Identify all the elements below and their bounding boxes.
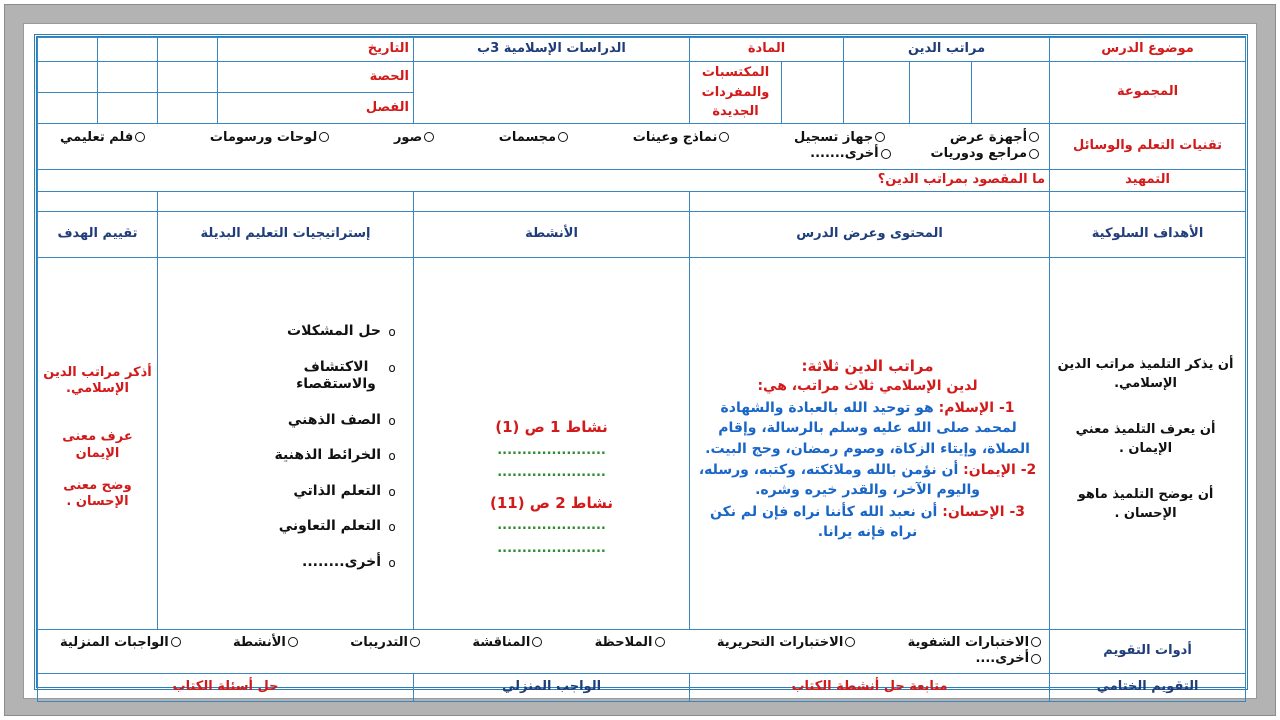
media-row-1 — [44, 130, 1043, 146]
tools-label: أدوات التقويم — [1050, 629, 1246, 673]
media-option[interactable]: أخرى....... — [810, 146, 890, 162]
acquired-label: المكتسبات والمفردات الجديدة — [690, 62, 782, 124]
homework-label: الواجب المنزلي — [414, 673, 690, 701]
item-text: أن نؤمن بالله وملائكته، وكتبه، ورسله، واليوم الآخر، والقدر خيره وشره. — [698, 461, 980, 499]
class-cell-3[interactable] — [38, 92, 98, 123]
content-item — [698, 502, 1037, 543]
radio-circle-icon — [410, 637, 420, 647]
strategies-header: إستراتيجيات التعليم البديلة — [158, 211, 414, 257]
bullet-circle-icon: ο — [388, 360, 396, 375]
item-text: أن نعبد الله كأننا نراه فإن لم نكن نراه فإنه يرانا. — [710, 503, 938, 540]
radio-circle-icon — [135, 132, 145, 142]
answer-dots[interactable]: ...................... — [497, 443, 606, 458]
activity-1: نشاط 1 ص (1) — [495, 418, 608, 437]
goal-item: أن يذكر التلميذ مراتب الدين الإسلامي. — [1057, 356, 1234, 391]
content-subtitle: لدين الإسلامي ثلاث مراتب، هي: — [757, 377, 978, 394]
radio-circle-icon — [845, 637, 855, 647]
spacer-cell — [1050, 191, 1246, 211]
tools-options — [38, 629, 1050, 673]
radio-circle-icon — [319, 132, 329, 142]
goal-item: أن يوضح التلميذ ماهو الإحسان . — [1077, 486, 1214, 521]
strategy-item[interactable]: ο حل المشكلات — [162, 323, 403, 341]
evaluation-item: وضح معنى الإحسان . — [63, 477, 132, 509]
answer-dots[interactable]: ...................... — [497, 465, 606, 481]
media-option[interactable]: لوحات ورسومات — [210, 130, 329, 146]
tool-option[interactable]: الاختبارات التحريرية — [717, 635, 855, 651]
item-head: الإحسان: — [942, 503, 1005, 520]
radio-circle-icon — [1029, 132, 1039, 142]
bullet-circle-icon: ο — [388, 413, 396, 428]
media-option[interactable]: صور — [394, 130, 434, 146]
media-option[interactable]: أجهزة عرض — [950, 130, 1039, 146]
lesson-plan-table — [37, 37, 1246, 702]
group-cell-4[interactable] — [782, 62, 844, 124]
group-label: المجموعة — [1050, 62, 1246, 124]
content-title: مراتب الدين ثلاثة: — [801, 356, 934, 375]
radio-circle-icon — [1029, 149, 1039, 159]
bullet-circle-icon: ο — [388, 449, 396, 463]
homework-value: حل أسئلة الكتاب — [38, 673, 414, 701]
media-options — [38, 123, 1050, 169]
radio-circle-icon — [1031, 654, 1041, 664]
group-cell-2[interactable] — [910, 62, 972, 124]
strategy-item[interactable]: ο الصف الذهني — [162, 412, 403, 430]
class-cell-1[interactable] — [158, 92, 218, 123]
tools-row-2 — [46, 651, 1041, 667]
media-option[interactable]: مراجع ودوريات — [931, 146, 1040, 162]
tool-option[interactable]: المناقشة — [472, 635, 542, 651]
strategies-cell — [158, 257, 414, 629]
radio-circle-icon — [558, 132, 568, 142]
item-text: هو توحيد الله بالعبادة والشهادة لمحمد صلى الله عليه وسلم بالرسالة، وإقام الصلاة، وإيتاء الزكاة، وصوم رمضان، وحج البيت. — [705, 400, 1030, 457]
activities-cell — [414, 257, 690, 629]
final-label: التقويم الختامي — [1050, 673, 1246, 701]
strategy-item[interactable]: ο الخرائط الذهنية — [162, 447, 403, 465]
period-cell-2[interactable] — [98, 62, 158, 93]
group-cell-3[interactable] — [844, 62, 910, 124]
radio-circle-icon — [655, 637, 665, 647]
media-row-2 — [44, 146, 1043, 162]
class-label: الفصل — [218, 92, 414, 123]
lesson-topic-value: مراتب الدين — [844, 38, 1050, 62]
spacer-cell — [690, 191, 1050, 211]
bullet-circle-icon: ο — [388, 520, 396, 534]
tool-option[interactable]: التدريبات — [350, 635, 420, 651]
intro-label: التمهيد — [1050, 169, 1246, 191]
radio-circle-icon — [875, 132, 885, 142]
content-item — [698, 460, 1037, 501]
class-cell-2[interactable] — [98, 92, 158, 123]
tool-option[interactable]: الاختبارات الشفوية — [908, 635, 1041, 651]
evaluation-cell — [38, 257, 158, 629]
goal-item: أن يعرف التلميذ معني الإيمان . — [1075, 421, 1216, 456]
tool-option[interactable]: الأنشطة — [233, 635, 298, 651]
tool-option[interactable]: الواجبات المنزلية — [60, 635, 181, 651]
date-cell-3[interactable] — [38, 38, 98, 62]
bullet-circle-icon: ο — [388, 325, 396, 339]
lesson-plan — [34, 34, 1248, 694]
strategy-item[interactable]: ο الاكتشاف والاستقصاء — [162, 359, 403, 394]
answer-dots[interactable]: ...................... — [497, 518, 606, 534]
spacer-cell — [38, 191, 158, 211]
subject-label: المادة — [690, 38, 844, 62]
evaluation-item: أذكر مراتب الدين الإسلامي. — [43, 364, 152, 396]
goals-cell — [1050, 257, 1246, 629]
period-cell-1[interactable] — [158, 62, 218, 93]
content-cell — [690, 257, 1050, 629]
strategy-item[interactable]: ο التعلم التعاوني — [162, 518, 403, 536]
bullet-circle-icon: ο — [388, 555, 396, 570]
item-number: 1- — [998, 400, 1015, 417]
inner-frame — [23, 23, 1257, 699]
strategy-item[interactable]: ο التعلم الذاتي — [162, 483, 403, 501]
subject-value: الدراسات الإسلامية 3ب — [414, 38, 690, 62]
media-label: تقنيات التعلم والوسائل — [1050, 123, 1246, 169]
media-option[interactable]: مجسمات — [499, 130, 568, 146]
period-cell-3[interactable] — [38, 62, 98, 93]
intro-text: ما المقصود بمراتب الدين؟ — [38, 169, 1050, 191]
activity-2: نشاط 2 ص (11) — [490, 493, 613, 512]
item-head: الإيمان: — [963, 461, 1016, 478]
bullet-circle-icon: ο — [388, 484, 396, 499]
strategy-item[interactable]: ο أخرى........ — [162, 554, 403, 572]
group-cell-1[interactable] — [972, 62, 1050, 124]
content-header: المحتوى وعرض الدرس — [690, 211, 1050, 257]
tool-option[interactable]: الملاحظة — [595, 635, 665, 651]
evaluation-item: عرف معنى الإيمان — [62, 429, 133, 461]
tool-option[interactable]: أخرى.... — [975, 651, 1041, 667]
item-number: 3- — [1009, 503, 1026, 520]
outer-frame — [4, 4, 1276, 716]
radio-circle-icon — [171, 637, 181, 647]
date-cell-2[interactable] — [98, 38, 158, 62]
final-followup: متابعة حل أنشطة الكتاب — [690, 673, 1050, 701]
item-head: الإسلام: — [938, 400, 995, 417]
lesson-topic-label: موضوع الدرس — [1050, 38, 1246, 62]
media-option[interactable]: جهاز تسجيل — [794, 130, 885, 146]
radio-circle-icon — [288, 637, 298, 647]
spacer-cell — [414, 191, 690, 211]
radio-circle-icon — [881, 149, 891, 159]
date-label: التاريخ — [218, 38, 414, 62]
content-item — [698, 398, 1037, 459]
evaluation-header: تقييم الهدف — [38, 211, 158, 257]
goals-header: الأهداف السلوكية — [1050, 211, 1246, 257]
tools-row-1 — [46, 635, 1041, 651]
item-number: 2- — [1020, 461, 1037, 478]
answer-dots[interactable]: ...................... — [497, 540, 606, 556]
radio-circle-icon — [532, 637, 542, 647]
spacer-cell — [158, 191, 414, 211]
period-label: الحصة — [218, 62, 414, 93]
radio-circle-icon — [1031, 637, 1041, 647]
media-option[interactable]: نماذج وعينات — [633, 130, 730, 146]
media-option[interactable]: فلم تعليمي — [60, 130, 145, 146]
acquired-value[interactable] — [414, 62, 690, 124]
date-cell-1[interactable] — [158, 38, 218, 62]
activities-header: الأنشطة — [414, 211, 690, 257]
radio-circle-icon — [719, 132, 729, 142]
radio-circle-icon — [424, 132, 434, 142]
